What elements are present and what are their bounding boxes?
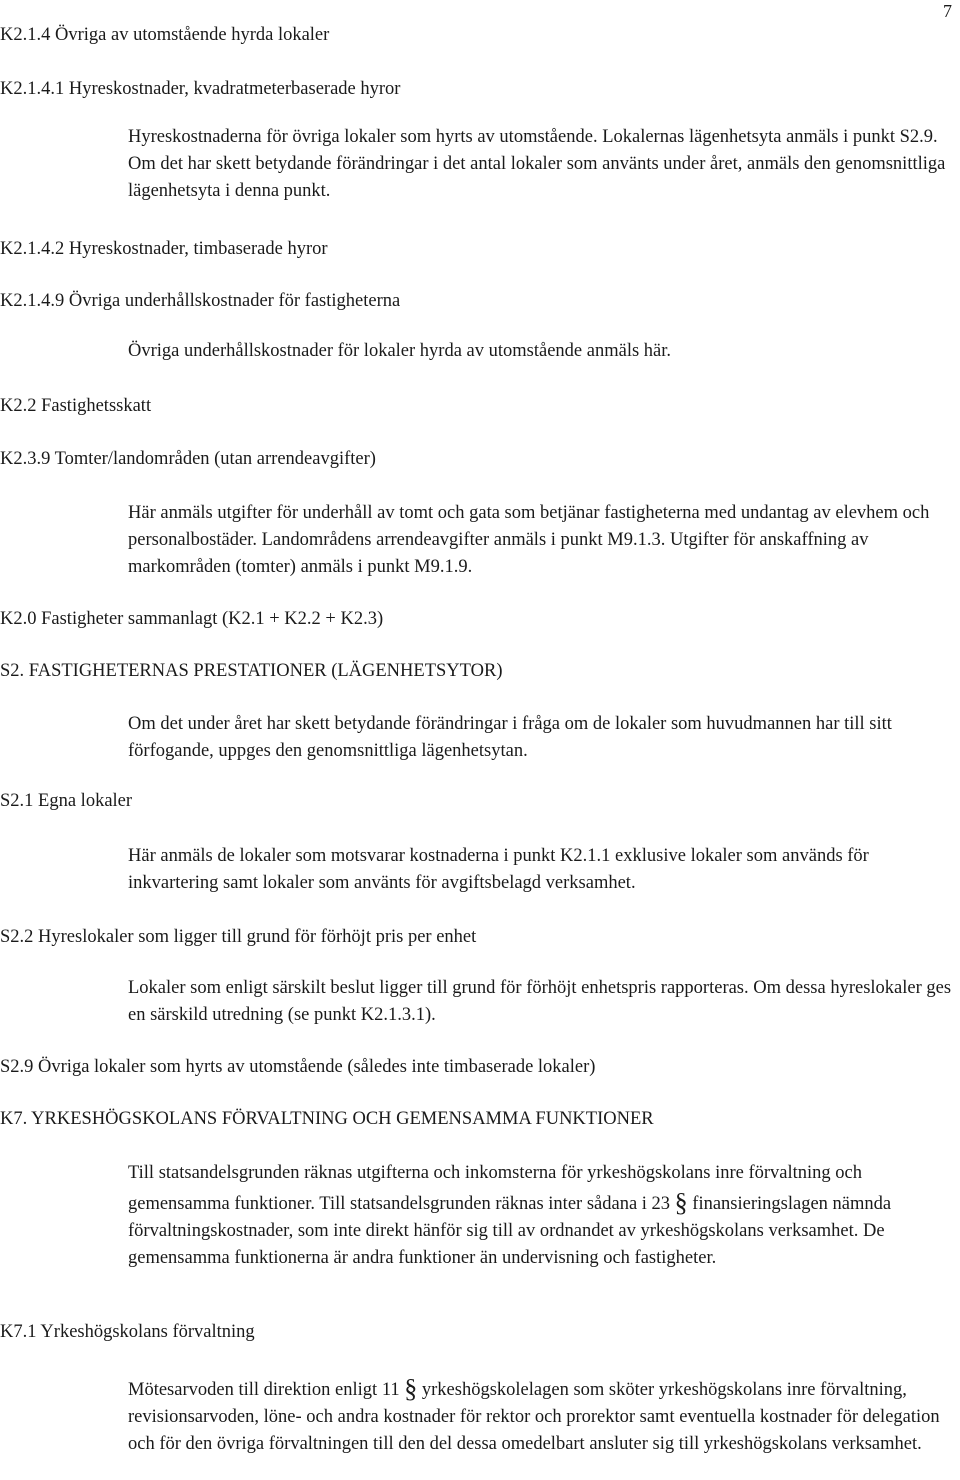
paragraph-egna-lokaler: Här anmäls de lokaler som motsvarar kostnaderna i punkt K2.1.1 exklusive lokaler som används för inkvartering samt lokaler som använts för avgiftsbelagd verksamhet. [128,846,869,893]
paragraph-tomter: Här anmäls utgifter för underhåll av tomt och gata som betjänar fastigheterna med undantag av elevhem och personalbostäder. Landområdens arrendeavgifter anmäls i punkt M9.1.3. Utgifter för anskaffning av markområden (tomter) anmäls i punkt M9.1.9. [128,503,930,577]
section-mark: § [674,1188,688,1217]
heading-s2: S2. FASTIGHETERNAS PRESTATIONER (LÄGENHETSYTOR) [0,661,503,681]
paragraph-hyreskostnader: Hyreskostnaderna för övriga lokaler som hyrts av utomstående. Lokalernas lägenhetsyta anmäls i punkt S2.9. Om det har skett betydande förändringar i det antal lokaler som använts under året, anmäls den genomsnittliga lägenhetsyta i denna punkt. [128,127,946,201]
heading-k2-1-4: K2.1.4 Övriga av utomstående hyrda lokaler [0,25,330,45]
heading-k2-1-4-2: K2.1.4.2 Hyreskostnader, timbaserade hyror [0,239,328,259]
page-number: 7 [943,1,952,21]
heading-k2-1-4-9: K2.1.4.9 Övriga underhållskostnader för fastigheterna [0,291,401,311]
heading-s2-9: S2.9 Övriga lokaler som hyrts av utomstående (således inte timbaserade lokaler) [0,1057,596,1077]
paragraph-k7-intro [128,1160,954,1272]
paragraph-underhall: Övriga underhållskostnader för lokaler hyrda av utomstående anmäls här. [128,341,672,361]
heading-k2-0: K2.0 Fastigheter sammanlagt (K2.1 + K2.2 + K2.3) [0,609,384,629]
heading-s2-1: S2.1 Egna lokaler [0,791,133,811]
heading-k2-1-4-1: K2.1.4.1 Hyreskostnader, kvadratmeterbaserade hyror [0,79,401,99]
section-mark: § [404,1374,418,1403]
paragraph-s2-intro: Om det under året har skett betydande förändringar i fråga om de lokaler som huvudmannen har till sitt förfogande, uppges den genomsnittliga lägenhetsytan. [128,714,892,761]
paragraph-k7-intro-part-2: finansieringslagen nämnda förvaltningskostnader, som inte direkt hänför sig till av ordnandet av yrkeshögskolans verksamhet. De gemensamma funktionerna är andra funktioner än undervisning och fastigheter. [128,1194,892,1268]
heading-s2-2: S2.2 Hyreslokaler som ligger till grund för förhöjt pris per enhet [0,927,477,947]
paragraph-hyreslokaler: Lokaler som enligt särskilt beslut ligger till grund för förhöjt enhetspris rapporteras. Om dessa hyreslokaler ges en särskild utredning (se punkt K2.1.3.1). [128,978,952,1025]
paragraph-k7-intro-part-1: Till statsandelsgrunden räknas utgifterna och inkomsterna för yrkeshögskolans inre förvaltning och gemensamma funktioner. Till statsandelsgrunden räknas inter sådana i 23 [128,1163,863,1214]
paragraph-k7-1-part-2: yrkeshögskolelagen som sköter yrkeshögskolans inre förvaltning, revisionsarvoden, löne- och andra kostnader för rektor och prorektor samt eventuella kostnader för delegation och för den övriga förvaltningen till den del dessa omedelbart ansluter sig till yrkeshögskolans verksamhet. [128,1380,940,1454]
paragraph-k7-1 [128,1373,954,1458]
paragraph-k7-1-part-1: Mötesarvoden till direktion enligt 11 [128,1380,400,1400]
heading-k2-3-9: K2.3.9 Tomter/landområden (utan arrendeavgifter) [0,449,376,469]
heading-k2-2: K2.2 Fastighetsskatt [0,396,152,416]
heading-k7-1: K7.1 Yrkeshögskolans förvaltning [0,1322,255,1342]
heading-k7: K7. YRKESHÖGSKOLANS FÖRVALTNING OCH GEMENSAMMA FUNKTIONER [0,1109,654,1129]
